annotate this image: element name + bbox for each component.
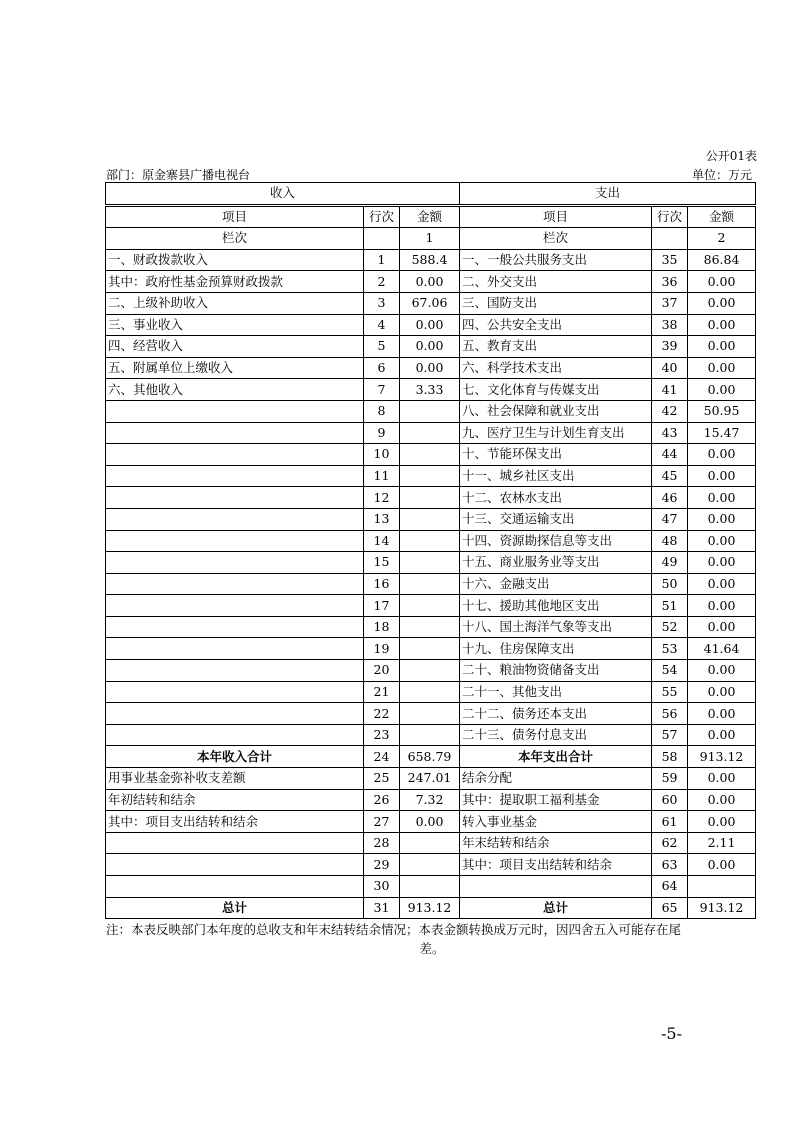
expense-item-cell: 三、国防支出 [460, 292, 652, 314]
table-row [106, 314, 756, 336]
table-row [106, 271, 756, 293]
table-row [106, 508, 756, 530]
income-amount-cell: 0.00 [400, 336, 460, 358]
table-row [106, 292, 756, 314]
column-index-row [106, 228, 756, 250]
expense-rowno-cell: 35 [652, 249, 688, 271]
income-amount-cell [400, 422, 460, 444]
expense-item-cell: 七、文化体育与传媒支出 [460, 379, 652, 401]
table-row [106, 811, 756, 833]
expense-item-header: 项目 [460, 205, 652, 228]
expense-rowno-cell: 65 [652, 897, 688, 919]
expense-item-cell: 十、节能环保支出 [460, 444, 652, 466]
expense-col-label: 栏次 [460, 228, 652, 250]
table-row [106, 616, 756, 638]
expense-item-cell: 转入事业基金 [460, 811, 652, 833]
income-amount-cell [400, 876, 460, 898]
footnote [106, 920, 758, 958]
table-row [106, 746, 756, 768]
income-item-cell [106, 573, 364, 595]
table-row [106, 379, 756, 401]
table-row [106, 465, 756, 487]
expense-item-cell: 二十一、其他支出 [460, 681, 652, 703]
income-item-cell: 四、经营收入 [106, 336, 364, 358]
expense-amount-cell: 0.00 [688, 768, 756, 790]
income-item-cell [106, 508, 364, 530]
expense-amount-cell: 0.00 [688, 487, 756, 509]
income-header: 收入 [106, 183, 460, 206]
income-rowno-cell: 22 [364, 703, 400, 725]
income-item-cell [106, 465, 364, 487]
income-rowno-cell: 29 [364, 854, 400, 876]
income-rowno-cell: 6 [364, 357, 400, 379]
expense-rowno-cell: 61 [652, 811, 688, 833]
income-item-cell [106, 724, 364, 746]
income-amount-cell: 0.00 [400, 271, 460, 293]
income-rowno-cell: 13 [364, 508, 400, 530]
expense-amount-cell: 913.12 [688, 897, 756, 919]
column-header-row [106, 205, 756, 228]
income-amount-cell: 0.00 [400, 314, 460, 336]
income-item-cell: 一、财政拨款收入 [106, 249, 364, 271]
income-amount-cell: 247.01 [400, 768, 460, 790]
expense-rowno-cell: 58 [652, 746, 688, 768]
expense-amount-cell: 0.00 [688, 681, 756, 703]
income-item-cell [106, 422, 364, 444]
income-item-cell [106, 595, 364, 617]
expense-item-cell: 十一、城乡社区支出 [460, 465, 652, 487]
income-rowno-cell: 26 [364, 789, 400, 811]
expense-item-cell: 本年支出合计 [460, 746, 652, 768]
income-item-cell [106, 854, 364, 876]
income-rowno-cell: 14 [364, 530, 400, 552]
income-rowno-cell: 5 [364, 336, 400, 358]
expense-rowno-header: 行次 [652, 205, 688, 228]
income-amount-cell [400, 854, 460, 876]
income-amount-cell [400, 400, 460, 422]
income-rowno-header: 行次 [364, 205, 400, 228]
income-rowno-cell: 11 [364, 465, 400, 487]
expense-amount-cell: 50.95 [688, 400, 756, 422]
income-amount-cell [400, 444, 460, 466]
income-amount-cell [400, 638, 460, 660]
table-row [106, 832, 756, 854]
income-rowno-cell: 27 [364, 811, 400, 833]
expense-rowno-cell: 42 [652, 400, 688, 422]
section-header-row [106, 183, 756, 206]
expense-amount-cell: 2.11 [688, 832, 756, 854]
footnote-line2: 差。 [419, 941, 445, 956]
income-item-cell: 二、上级补助收入 [106, 292, 364, 314]
expense-amount-cell: 0.00 [688, 444, 756, 466]
income-item-cell [106, 400, 364, 422]
income-item-cell [106, 681, 364, 703]
expense-item-cell: 九、医疗卫生与计划生育支出 [460, 422, 652, 444]
expense-item-cell: 十四、资源勘探信息等支出 [460, 530, 652, 552]
income-amount-cell [400, 616, 460, 638]
expense-amount-cell: 0.00 [688, 271, 756, 293]
expense-amount-cell: 0.00 [688, 854, 756, 876]
income-amount-cell [400, 552, 460, 574]
expense-rowno-cell: 38 [652, 314, 688, 336]
expense-rowno-cell: 63 [652, 854, 688, 876]
income-rowno-cell: 30 [364, 876, 400, 898]
income-amount-cell [400, 595, 460, 617]
expense-rowno-cell: 54 [652, 660, 688, 682]
income-item-header: 项目 [106, 205, 364, 228]
expense-amount-cell: 0.00 [688, 616, 756, 638]
income-rowno-cell: 12 [364, 487, 400, 509]
income-item-cell [106, 876, 364, 898]
income-rowno-cell: 17 [364, 595, 400, 617]
income-amount-cell: 658.79 [400, 746, 460, 768]
table-row [106, 400, 756, 422]
expense-rowno-cell: 51 [652, 595, 688, 617]
page-number: -5- [661, 1024, 682, 1043]
income-amount-cell [400, 681, 460, 703]
income-item-cell [106, 660, 364, 682]
footnote-line1: 注：本表反映部门本年度的总收支和年末结转结余情况；本表金额转换成万元时，因四舍五入可能存在尾 [106, 922, 682, 937]
expense-rowno-cell: 46 [652, 487, 688, 509]
expense-amount-header: 金额 [688, 205, 756, 228]
income-rowno-cell: 3 [364, 292, 400, 314]
form-number: 公开01表 [705, 149, 757, 163]
expense-rowno-cell: 43 [652, 422, 688, 444]
expense-rowno-cell: 48 [652, 530, 688, 552]
income-amount-cell: 3.33 [400, 379, 460, 401]
expense-rowno-cell: 64 [652, 876, 688, 898]
expense-item-cell: 二、外交支出 [460, 271, 652, 293]
income-item-cell [106, 638, 364, 660]
income-rowno-cell: 25 [364, 768, 400, 790]
income-amount-cell [400, 465, 460, 487]
expense-rowno-cell: 45 [652, 465, 688, 487]
expense-item-cell: 十五、商业服务业等支出 [460, 552, 652, 574]
expense-amount-cell: 913.12 [688, 746, 756, 768]
table-row [106, 357, 756, 379]
income-rowno-cell: 7 [364, 379, 400, 401]
income-amount-cell: 0.00 [400, 357, 460, 379]
expense-rowno-cell: 41 [652, 379, 688, 401]
expense-item-cell: 其中：项目支出结转和结余 [460, 854, 652, 876]
income-rowno-cell: 16 [364, 573, 400, 595]
income-rowno-cell: 10 [364, 444, 400, 466]
table-row [106, 768, 756, 790]
income-rowno-cell: 28 [364, 832, 400, 854]
department-label: 部门：原金寨县广播电视台 [106, 168, 251, 182]
expense-rowno-cell: 37 [652, 292, 688, 314]
expense-amount-cell: 0.00 [688, 724, 756, 746]
expense-rowno-cell: 53 [652, 638, 688, 660]
income-rowno-cell: 19 [364, 638, 400, 660]
expense-amount-cell: 0.00 [688, 465, 756, 487]
expense-amount-cell: 86.84 [688, 249, 756, 271]
expense-rowno-cell: 52 [652, 616, 688, 638]
income-item-cell: 本年收入合计 [106, 746, 364, 768]
income-amount-cell: 913.12 [400, 897, 460, 919]
income-rowno-cell: 18 [364, 616, 400, 638]
expense-amount-cell: 0.00 [688, 595, 756, 617]
income-item-cell: 年初结转和结余 [106, 789, 364, 811]
income-item-cell [106, 616, 364, 638]
income-rowno-cell: 1 [364, 249, 400, 271]
expense-item-cell: 其中：提取职工福利基金 [460, 789, 652, 811]
expense-amount-cell: 0.00 [688, 508, 756, 530]
expense-rowno-cell: 62 [652, 832, 688, 854]
income-item-cell [106, 444, 364, 466]
expense-rowno-cell: 55 [652, 681, 688, 703]
income-amount-cell: 588.4 [400, 249, 460, 271]
income-item-cell [106, 703, 364, 725]
income-amount-cell: 67.06 [400, 292, 460, 314]
expense-amount-cell: 0.00 [688, 811, 756, 833]
income-item-cell [106, 487, 364, 509]
table-row [106, 724, 756, 746]
income-amount-cell [400, 703, 460, 725]
expense-col-index: 2 [688, 228, 756, 250]
unit-label: 单位：万元 [691, 168, 752, 182]
expense-rowno-cell: 57 [652, 724, 688, 746]
table-row [106, 660, 756, 682]
expense-item-cell: 四、公共安全支出 [460, 314, 652, 336]
income-rowno-cell: 20 [364, 660, 400, 682]
expense-rowno-cell: 44 [652, 444, 688, 466]
income-rowno-cell: 2 [364, 271, 400, 293]
table-row [106, 249, 756, 271]
income-item-cell: 六、其他收入 [106, 379, 364, 401]
income-rowno-cell: 15 [364, 552, 400, 574]
table-row [106, 444, 756, 466]
income-amount-cell [400, 832, 460, 854]
expense-rowno-cell: 60 [652, 789, 688, 811]
income-col-blank [364, 228, 400, 250]
table-row [106, 487, 756, 509]
income-amount-cell [400, 508, 460, 530]
income-expense-table [105, 182, 756, 919]
expense-amount-cell: 0.00 [688, 552, 756, 574]
expense-amount-cell: 0.00 [688, 573, 756, 595]
table-row [106, 876, 756, 898]
table-row [106, 336, 756, 358]
expense-item-cell: 十三、交通运输支出 [460, 508, 652, 530]
income-rowno-cell: 24 [364, 746, 400, 768]
table-row [106, 422, 756, 444]
income-col-index: 1 [400, 228, 460, 250]
income-item-cell: 其中：政府性基金预算财政拨款 [106, 271, 364, 293]
income-amount-cell [400, 660, 460, 682]
income-amount-cell: 7.32 [400, 789, 460, 811]
expense-amount-cell: 0.00 [688, 357, 756, 379]
income-rowno-cell: 31 [364, 897, 400, 919]
table-row [106, 789, 756, 811]
expense-item-cell: 十九、住房保障支出 [460, 638, 652, 660]
table-row [106, 530, 756, 552]
expense-item-cell: 十二、农林水支出 [460, 487, 652, 509]
table-row [106, 703, 756, 725]
income-amount-cell [400, 487, 460, 509]
expense-item-cell: 十八、国土海洋气象等支出 [460, 616, 652, 638]
expense-amount-cell: 0.00 [688, 660, 756, 682]
expense-rowno-cell: 56 [652, 703, 688, 725]
expense-amount-cell: 15.47 [688, 422, 756, 444]
expense-item-cell: 六、科学技术支出 [460, 357, 652, 379]
table-row [106, 638, 756, 660]
expense-item-cell: 一、一般公共服务支出 [460, 249, 652, 271]
expense-rowno-cell: 50 [652, 573, 688, 595]
income-item-cell: 五、附属单位上缴收入 [106, 357, 364, 379]
income-amount-cell [400, 724, 460, 746]
income-amount-header: 金额 [400, 205, 460, 228]
expense-amount-cell [688, 876, 756, 898]
expense-amount-cell: 0.00 [688, 314, 756, 336]
expense-item-cell: 总计 [460, 897, 652, 919]
expense-header: 支出 [460, 183, 756, 206]
expense-rowno-cell: 59 [652, 768, 688, 790]
expense-amount-cell: 0.00 [688, 789, 756, 811]
table-row [106, 897, 756, 919]
income-rowno-cell: 23 [364, 724, 400, 746]
expense-item-cell: 年末结转和结余 [460, 832, 652, 854]
expense-rowno-cell: 36 [652, 271, 688, 293]
income-amount-cell [400, 530, 460, 552]
table-row [106, 681, 756, 703]
expense-item-cell: 十六、金融支出 [460, 573, 652, 595]
expense-amount-cell: 0.00 [688, 292, 756, 314]
income-rowno-cell: 8 [364, 400, 400, 422]
expense-rowno-cell: 39 [652, 336, 688, 358]
expense-col-blank [652, 228, 688, 250]
expense-item-cell: 八、社会保障和就业支出 [460, 400, 652, 422]
expense-rowno-cell: 47 [652, 508, 688, 530]
expense-item-cell: 二十、粮油物资储备支出 [460, 660, 652, 682]
income-item-cell: 用事业基金弥补收支差额 [106, 768, 364, 790]
expense-rowno-cell: 40 [652, 357, 688, 379]
income-col-label: 栏次 [106, 228, 364, 250]
table-row [106, 854, 756, 876]
income-item-cell [106, 530, 364, 552]
table-row [106, 595, 756, 617]
expense-item-cell [460, 876, 652, 898]
income-item-cell [106, 832, 364, 854]
expense-item-cell: 结余分配 [460, 768, 652, 790]
expense-amount-cell: 0.00 [688, 379, 756, 401]
table-row [106, 573, 756, 595]
expense-amount-cell: 41.64 [688, 638, 756, 660]
income-rowno-cell: 21 [364, 681, 400, 703]
income-amount-cell: 0.00 [400, 811, 460, 833]
expense-item-cell: 五、教育支出 [460, 336, 652, 358]
table-row [106, 552, 756, 574]
expense-amount-cell: 0.00 [688, 336, 756, 358]
income-amount-cell [400, 573, 460, 595]
expense-item-cell: 十七、援助其他地区支出 [460, 595, 652, 617]
expense-item-cell: 二十三、债务付息支出 [460, 724, 652, 746]
income-rowno-cell: 9 [364, 422, 400, 444]
income-rowno-cell: 4 [364, 314, 400, 336]
income-item-cell: 三、事业收入 [106, 314, 364, 336]
expense-item-cell: 二十二、债务还本支出 [460, 703, 652, 725]
income-item-cell [106, 552, 364, 574]
expense-amount-cell: 0.00 [688, 530, 756, 552]
income-item-cell: 其中：项目支出结转和结余 [106, 811, 364, 833]
expense-amount-cell: 0.00 [688, 703, 756, 725]
income-item-cell: 总计 [106, 897, 364, 919]
expense-rowno-cell: 49 [652, 552, 688, 574]
